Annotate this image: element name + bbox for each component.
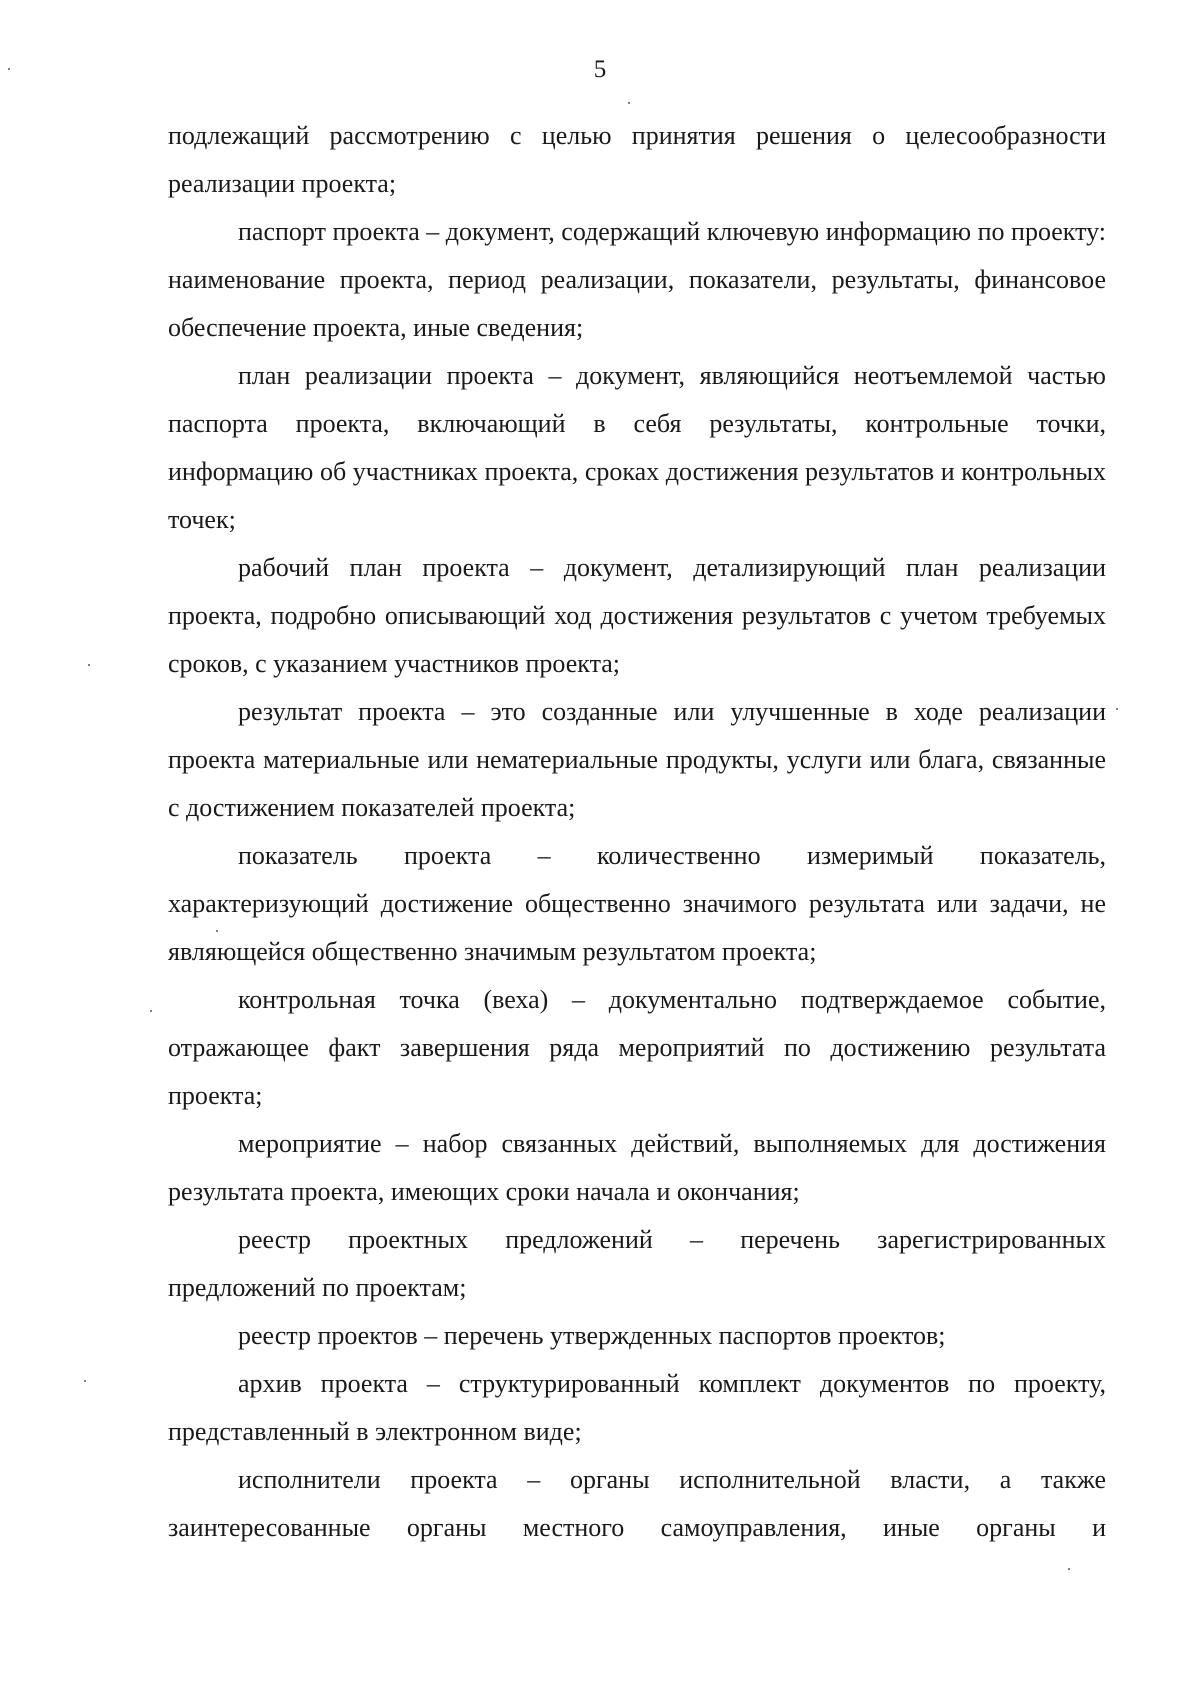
scan-speck bbox=[8, 68, 10, 70]
paragraph-definition-activity: мероприятие – набор связанных действий, выполняемых для достижения результата проекта, имеющих сроки начала и окончания; bbox=[168, 1129, 1106, 1206]
paragraph-definition-passport: паспорт проекта – документ, содержащий ключевую информацию по проекту: наименование проекта, период реализации, показатели, результаты, финансовое обеспечение проекта, иные сведения; bbox=[168, 217, 1106, 342]
scan-speck bbox=[1116, 708, 1118, 710]
scan-speck bbox=[84, 1380, 86, 1382]
paragraph-definition-work-plan: рабочий план проекта – документ, детализирующий план реализации проекта, подробно описывающий ход достижения результатов с учетом требуемых сроков, с указанием участников проекта; bbox=[168, 553, 1106, 678]
scan-speck bbox=[628, 102, 630, 104]
paragraph-definition-milestone: контрольная точка (веха) – документально подтверждаемое событие, отражающее факт завершения ряда мероприятий по достижению результата проекта; bbox=[168, 985, 1106, 1110]
paragraph-continuation: подлежащий рассмотрению с целью принятия решения о целесообразности реализации проекта; bbox=[168, 121, 1106, 198]
scan-speck bbox=[88, 664, 90, 666]
page-body bbox=[168, 112, 1106, 1552]
paragraph-definition-proposal-registry: реестр проектных предложений – перечень зарегистрированных предложений по проектам; bbox=[168, 1225, 1106, 1302]
paragraph-definition-implementation-plan: план реализации проекта – документ, являющийся неотъемлемой частью паспорта проекта, включающий в себя результаты, контрольные точки, информацию об участниках проекта, сроках достижения результатов и контрольных точек; bbox=[168, 361, 1106, 534]
paragraph-definition-result: результат проекта – это созданные или улучшенные в ходе реализации проекта материальные или нематериальные продукты, услуги или блага, связанные с достижением показателей проекта; bbox=[168, 697, 1106, 822]
scan-speck bbox=[216, 930, 218, 932]
scan-speck bbox=[1068, 1568, 1070, 1570]
paragraph-definition-executors: исполнители проекта – органы исполнительной власти, а также заинтересованные органы местного самоуправления, иные органы и bbox=[168, 1465, 1106, 1542]
scan-speck bbox=[150, 1010, 152, 1012]
paragraph-definition-indicator: показатель проекта – количественно измеримый показатель, характеризующий достижение общественно значимого результата или задачи, не являющейся общественно значимым результатом проекта; bbox=[168, 841, 1106, 966]
paragraph-definition-archive: архив проекта – структурированный комплект документов по проекту, представленный в электронном виде; bbox=[168, 1369, 1106, 1446]
paragraph-definition-project-registry: реестр проектов – перечень утвержденных паспортов проектов; bbox=[238, 1321, 946, 1350]
page-number: 5 bbox=[593, 56, 607, 83]
